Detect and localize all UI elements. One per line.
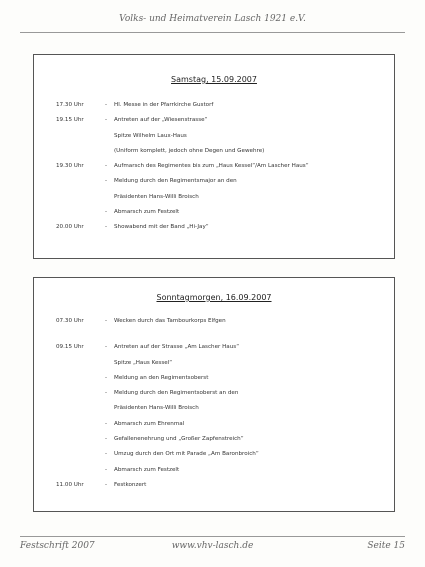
schedule-row — [34, 98, 394, 113]
schedule-row — [34, 174, 394, 189]
footer-website: www.vhv-lasch.de — [171, 541, 254, 551]
schedule-dash: - — [105, 481, 108, 488]
schedule-item: Meldung durch den Regimentsmajor an den — [114, 178, 237, 185]
schedule-item: Showabend mit der Band „Hi-Jay“ — [114, 224, 209, 231]
schedule-row — [34, 190, 394, 205]
schedule-item: Abmarsch zum Festzelt — [114, 466, 180, 473]
schedule-item: Meldung durch den Regimentsoberst an den — [114, 390, 239, 397]
schedule-item: Meldung an den Regimentsoberst — [114, 374, 209, 381]
schedule-row — [34, 356, 394, 371]
schedule-row — [34, 478, 394, 493]
page-header: Volks- und Heimatverein Lasch 1921 e.V. — [119, 14, 306, 24]
schedule-time: 20.00 Uhr — [56, 224, 84, 231]
schedule-row — [34, 314, 394, 329]
schedule-item: Aufmarsch des Regimentes bis zum „Haus Kessel“/Am Lascher Haus“ — [114, 163, 309, 170]
schedule-item: Antreten auf der „Wiesenstrasse“ — [114, 117, 208, 124]
schedule-dash: - — [105, 117, 108, 124]
schedule-row — [34, 205, 394, 220]
schedule-row — [34, 144, 394, 159]
schedule-dash: - — [105, 390, 108, 397]
footer-divider — [20, 536, 405, 537]
schedule-item: Festkonzert — [114, 481, 147, 488]
schedule-box-sunday — [33, 277, 395, 512]
schedule-row — [34, 432, 394, 447]
schedule-dash: - — [105, 224, 108, 231]
schedule-row — [34, 113, 394, 128]
schedule-row — [34, 159, 394, 174]
schedule-row — [34, 463, 394, 478]
schedule-item: Präsidenten Hans-Willi Broisch — [114, 193, 199, 200]
header-divider — [20, 32, 405, 33]
schedule-dash: - — [105, 344, 108, 351]
schedule-dash: - — [105, 178, 108, 185]
schedule-item: Abmarsch zum Ehrenmal — [114, 420, 185, 427]
schedule-row — [34, 386, 394, 401]
schedule-dash: - — [105, 318, 108, 324]
schedule-row — [34, 220, 394, 235]
schedule-dash: - — [105, 466, 108, 473]
schedule-item: Spitze Wilhelm Laux-Haus — [114, 132, 187, 139]
schedule-row — [34, 340, 394, 355]
schedule-box-saturday — [33, 54, 395, 259]
schedule-time: 19.15 Uhr — [56, 117, 84, 124]
schedule-row — [34, 417, 394, 432]
schedule-item: Präsidenten Hans-Willi Broisch — [114, 405, 199, 412]
day-title: Sonntagmorgen, 16.09.2007 — [156, 293, 272, 302]
schedule-dash: - — [105, 163, 108, 170]
schedule-item: (Uniform komplett, jedoch ohne Degen und Gewehre) — [114, 147, 265, 154]
schedule-time: 11.00 Uhr — [56, 481, 84, 488]
schedule-dash: - — [105, 102, 108, 108]
schedule-item: Spitze „Haus Kessel“ — [114, 359, 173, 366]
schedule-time: 07.30 Uhr — [56, 318, 84, 324]
schedule-row — [34, 129, 394, 144]
footer-page-number: Seite 15 — [367, 541, 405, 551]
schedule-item: Umzug durch den Ort mit Parade „Am Baronbroich“ — [114, 451, 259, 458]
schedule-item: Abmarsch zum Festzelt — [114, 209, 180, 216]
schedule-dash: - — [105, 209, 108, 216]
schedule-item: Gefallenenehrung und „Großer Zapfenstreich“ — [114, 436, 244, 443]
schedule-dash: - — [105, 420, 108, 427]
day-title: Samstag, 15.09.2007 — [171, 75, 257, 84]
row-spacer — [34, 329, 394, 340]
schedule-list — [34, 314, 394, 493]
schedule-list — [34, 98, 394, 236]
schedule-item: Antreten auf der Strasse „Am Lascher Haus“ — [114, 344, 240, 351]
schedule-item: Hl. Messe in der Pfarrkirche Gustorf — [114, 102, 214, 108]
schedule-time: 19.30 Uhr — [56, 163, 84, 170]
schedule-dash: - — [105, 451, 108, 458]
schedule-row — [34, 447, 394, 462]
schedule-dash: - — [105, 374, 108, 381]
schedule-dash: - — [105, 436, 108, 443]
schedule-row — [34, 401, 394, 416]
schedule-row — [34, 371, 394, 386]
schedule-item: Wecken durch das Tambourkorps Elfgen — [114, 318, 226, 324]
schedule-time: 09.15 Uhr — [56, 344, 84, 351]
footer-publication: Festschrift 2007 — [20, 541, 95, 551]
schedule-time: 17.30 Uhr — [56, 102, 84, 108]
